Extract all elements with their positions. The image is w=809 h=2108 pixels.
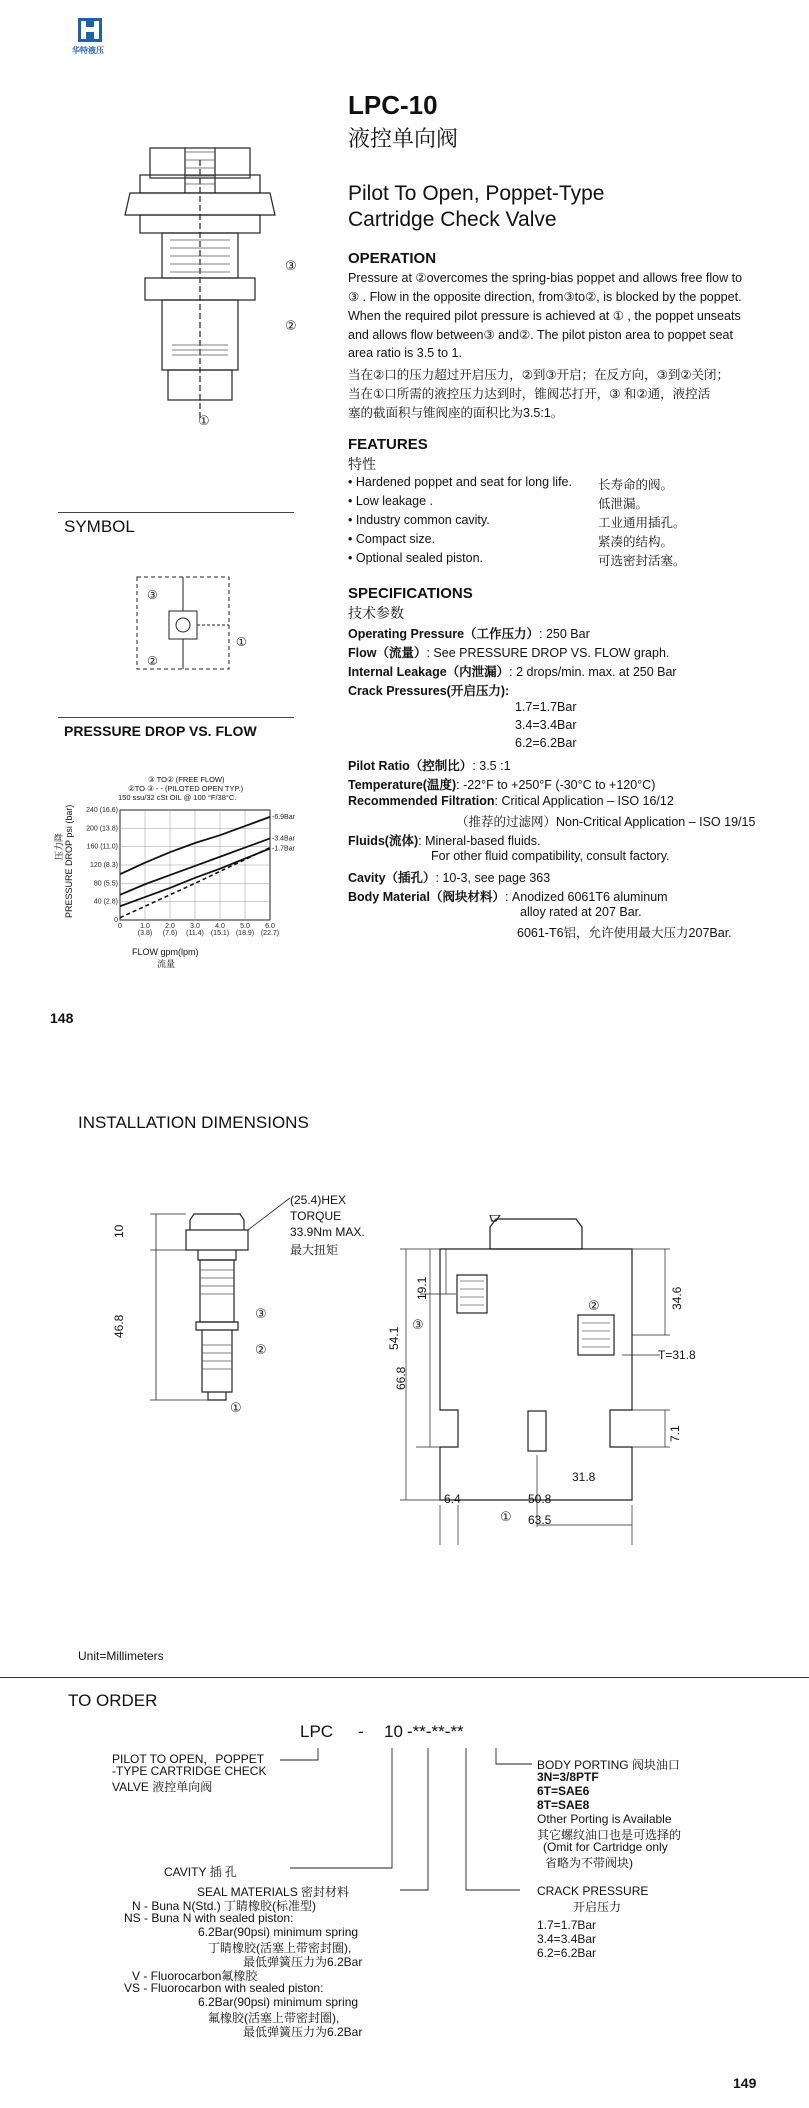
operation-line: When the required pilot pressure is achieved at ① , the poppet unseats <box>348 309 741 323</box>
dim-63-5: 63.5 <box>528 1513 552 1527</box>
title-cn: 液控单向阀 <box>348 126 459 151</box>
chart-y-tick-label: 40 (2.8) <box>93 898 118 906</box>
operation-line: Pressure at ②overcomes the spring-bias poppet and allows free flow to <box>348 271 743 285</box>
page-number-right: 149 <box>733 2075 757 2091</box>
svg-text:③: ③ <box>412 1317 424 1332</box>
feature-item-cn: 紧凑的结构。 <box>598 535 674 549</box>
dim-7-1: 7.1 <box>668 1425 682 1442</box>
order-body-line: (Omit for Cartridge only <box>543 1840 668 1854</box>
dim-50-8: 50.8 <box>528 1492 552 1506</box>
feature-item-cn: 可选密封活塞。 <box>598 554 686 568</box>
brand-logo <box>78 18 102 42</box>
operation-line: 塞的截面积与锥阀座的面积比为3.5:1。 <box>348 406 564 420</box>
graph-legend-1: ③ TO② (FREE FLOW) <box>148 775 225 784</box>
chart-x-tick-label-lpm: (3.8) <box>137 930 153 937</box>
order-crack-line: 1.7=1.7Bar <box>537 1918 597 1932</box>
feature-item: • Low leakage . <box>348 494 433 508</box>
order-seal-line: 6.2Bar(90psi) minimum spring <box>198 1995 359 2009</box>
specs-heading-cn: 技术参数 <box>348 605 404 621</box>
chart-y-tick-label: 0 <box>114 917 118 924</box>
spec-crack-label: Crack Pressures(开启压力): <box>348 684 510 698</box>
specs-heading: SPECIFICATIONS <box>348 585 473 602</box>
dim-thickness: T=31.8 <box>658 1348 696 1362</box>
page-number-left: 148 <box>50 1010 74 1026</box>
order-pilot-line: PILOT TO OPEN，POPPET <box>112 1752 265 1766</box>
order-rule <box>0 1677 809 1678</box>
spec-crack-value: 6.2=6.2Bar <box>515 736 577 750</box>
model-title: LPC-10 <box>348 90 438 120</box>
spec-pilot-ratio: Pilot Ratio（控制比）: 3.5 :1 <box>348 759 511 773</box>
feature-item: • Optional sealed piston. <box>348 551 484 565</box>
chart-series-label: -6.9Bar <box>272 813 295 821</box>
dim-31-8: 31.8 <box>572 1470 596 1484</box>
symbol-port-3: ③ <box>147 588 158 602</box>
title-en-line1: Pilot To Open, Poppet-Type <box>348 182 605 205</box>
operation-line: 当在②口的压力超过开启压力，②到③开启；在反方向，③到②关闭； <box>348 368 730 382</box>
operation-line: ③ . Flow in the opposite direction, from③to②, is blocked by the poppet. <box>348 290 742 304</box>
feature-item-cn: 工业通用插孔。 <box>598 516 686 530</box>
order-seal-line: V - Fluorocarbon氟橡胶 <box>132 1969 258 1983</box>
order-seal-line: VS - Fluorocarbon with sealed piston: <box>124 1981 324 1995</box>
order-crack-cn: 开启压力 <box>573 1900 622 1914</box>
torque-value: 33.9Nm MAX. <box>290 1225 365 1239</box>
dim-19-1: 19.1 <box>415 1276 429 1300</box>
graph-xlabel-cn: 流量 <box>157 959 176 969</box>
valve-symbol <box>135 575 265 690</box>
graph-xlabel: FLOW gpm(lpm) <box>132 947 199 957</box>
order-seal-line: 最低弹簧压力为6.2Bar <box>243 1955 363 1969</box>
installation-heading: INSTALLATION DIMENSIONS <box>78 1113 309 1132</box>
order-seal-line: 6.2Bar(90psi) minimum spring <box>198 1925 359 1939</box>
operation-line: 当在①口所需的液控压力达到时，锥阀芯打开，③ 和②通，液控活 <box>348 387 711 401</box>
order-code-lpc: LPC <box>300 1722 334 1741</box>
order-seal-line: 丁睛橡胶(活塞上带密封圈), <box>208 1941 352 1955</box>
svg-text:①: ① <box>500 1509 512 1524</box>
dim-10: 10 <box>112 1224 126 1238</box>
dim-46-8: 46.8 <box>112 1314 126 1338</box>
spec-crack-value: 3.4=3.4Bar <box>515 718 577 732</box>
graph-rule <box>58 717 294 718</box>
cartridge-cross-section <box>110 140 310 430</box>
order-code-dash: - <box>358 1722 364 1741</box>
order-body-line: 8T=SAE8 <box>537 1798 590 1812</box>
operation-line: area ratio is 3.5 to 1. <box>348 346 462 360</box>
order-body-heading: BODY PORTING 阀块油口 <box>537 1758 680 1772</box>
chart-y-tick-label: 160 (11.0) <box>86 843 118 851</box>
operation-heading: OPERATION <box>348 250 437 267</box>
chart-series-label: -3.4Bar <box>272 835 295 843</box>
spec-operating-pressure: Operating Pressure（工作压力）: 250 Bar <box>348 627 590 641</box>
operation-line: and allows flow between③ and②. The pilot piston area to poppet seat <box>348 328 733 342</box>
chart-x-tick-label-lpm: (7.6) <box>162 930 178 937</box>
chart-x-tick-label: 6.0 <box>265 923 275 930</box>
chart-y-tick-label: 240 (16.6) <box>86 807 118 814</box>
graph-legend-3: 150 ssu/32 cSt OIL @ 100 °F/38°C. <box>118 793 237 802</box>
order-body-line: 6T=SAE6 <box>537 1784 590 1798</box>
order-body-line: 3N=3/8PTF <box>537 1770 599 1784</box>
unit-note: Unit=Millimeters <box>78 1649 164 1663</box>
feature-item: • Industry common cavity. <box>348 513 490 527</box>
order-seal-line: NS - Buna N with sealed piston: <box>124 1911 294 1925</box>
chart-series-label: -1.7Bar <box>272 845 295 853</box>
chart-x-tick-label: 3.0 <box>190 923 200 930</box>
order-cavity: CAVITY 插 孔 <box>164 1865 237 1879</box>
chart-x-tick-label: 1.0 <box>140 923 150 930</box>
spec-filtration-line2: （推荐的过滤网）Non-Critical Application – ISO 19/15 <box>456 815 756 829</box>
order-heading: TO ORDER <box>68 1691 158 1710</box>
order-body-line: 其它螺纹油口也是可选择的 <box>537 1828 682 1842</box>
order-crack-heading: CRACK PRESSURE <box>537 1884 649 1898</box>
symbol-rule <box>58 512 294 513</box>
svg-text:③: ③ <box>255 1306 267 1321</box>
order-body-line: Other Porting is Available <box>537 1812 672 1826</box>
dim-34-6: 34.6 <box>670 1286 684 1310</box>
chart-x-tick-label-lpm: (11.4) <box>186 930 204 937</box>
port-1-callout: ① <box>198 413 210 428</box>
order-body-line: 省略为不带阀块) <box>545 1856 633 1870</box>
graph-ylabel-cn: 压力降 <box>54 832 64 860</box>
feature-item: • Hardened poppet and seat for long life. <box>348 475 572 489</box>
chart-x-tick-label-lpm: (22.7) <box>260 930 280 937</box>
svg-text:②: ② <box>255 1342 267 1357</box>
chart-x-tick-label: 0 <box>118 923 122 930</box>
feature-item: • Compact size. <box>348 532 436 546</box>
spec-filtration: Recommended Filtration: Critical Application – ISO 16/12 <box>348 794 674 808</box>
svg-text:①: ① <box>230 1400 242 1415</box>
graph-heading: PRESSURE DROP VS. FLOW <box>64 723 257 739</box>
chart-x-tick-label: 4.0 <box>215 923 225 930</box>
spec-fluids-line2: For other fluid compatibility, consult factory. <box>431 849 670 863</box>
chart-y-tick-label: 80 (5.5) <box>93 880 118 888</box>
hex-size: (25.4)HEX <box>290 1193 347 1207</box>
chart-x-tick-label: 5.0 <box>240 923 250 930</box>
feature-item-cn: 低泄漏。 <box>598 497 649 511</box>
brand-logo-icon <box>78 18 102 42</box>
order-seal-heading: SEAL MATERIALS 密封材料 <box>197 1885 350 1899</box>
chart-x-tick-label-lpm: (18.9) <box>235 930 255 937</box>
dim-6-4: 6.4 <box>444 1492 461 1506</box>
cartridge-outline <box>130 1190 290 1430</box>
features-heading-cn: 特性 <box>348 456 376 472</box>
order-seal-line: 氟橡胶(活塞上带密封圈), <box>208 2011 340 2025</box>
spec-crack-value: 1.7=1.7Bar <box>515 700 577 714</box>
spec-fluids: Fluids(流体): Mineral-based fluids. <box>348 834 541 848</box>
title-en-line2: Cartridge Check Valve <box>348 208 557 231</box>
features-heading: FEATURES <box>348 436 428 453</box>
order-pilot-line: VALVE 液控单向阀 <box>112 1780 213 1794</box>
chart-y-tick-label: 120 (8.3) <box>89 862 118 869</box>
port-2-callout: ② <box>285 318 297 333</box>
graph-ylabel: PRESSURE DROP psi (bar) <box>64 804 74 918</box>
svg-text:②: ② <box>588 1298 600 1313</box>
order-seal-line: 最低弹簧压力为6.2Bar <box>243 2025 363 2039</box>
dim-54-1: 54.1 <box>387 1326 401 1350</box>
spec-body-line2: alloy rated at 207 Bar. <box>520 905 642 919</box>
spec-cavity: Cavity（插孔）: 10-3, see page 363 <box>348 871 551 885</box>
order-pilot-line: -TYPE CARTRIDGE CHECK <box>112 1764 267 1778</box>
order-code-cavity: 10 <box>384 1722 403 1741</box>
order-seal-line: N - Buna N(Std.) 丁睛橡胶(标准型) <box>132 1899 317 1913</box>
spec-flow: Flow（流量）: See PRESSURE DROP VS. FLOW graph. <box>348 646 670 660</box>
chart-x-tick-label-lpm: (15.1) <box>210 930 230 937</box>
feature-item-cn: 长寿命的阀。 <box>598 478 674 492</box>
spec-leakage: Internal Leakage（内泄漏）: 2 drops/min. max. at 250 Bar <box>348 665 677 679</box>
symbol-heading: SYMBOL <box>64 517 135 536</box>
dim-66-8: 66.8 <box>394 1366 408 1390</box>
symbol-port-1: ① <box>236 635 247 649</box>
chart-x-tick-label: 2.0 <box>165 923 175 930</box>
port-3-callout: ③ <box>285 258 297 273</box>
spec-body-line3: 6061-T6铝，允许使用最大压力207Bar. <box>517 926 732 940</box>
pressure-drop-chart <box>78 800 303 940</box>
spec-body-material: Body Material（阀块材料）: Anodized 6061T6 aluminum <box>348 890 668 904</box>
order-code-options: -**-**-** <box>407 1722 464 1741</box>
symbol-port-2: ② <box>147 654 158 668</box>
graph-legend-2: ②TO ③ - - (PILOTED OPEN TYP.) <box>128 784 244 793</box>
torque-label: TORQUE <box>290 1209 342 1223</box>
order-crack-line: 6.2=6.2Bar <box>537 1946 597 1960</box>
brand-name: 华特液压 <box>72 46 104 55</box>
order-crack-line: 3.4=3.4Bar <box>537 1932 597 1946</box>
chart-y-tick-label: 200 (13.8) <box>86 825 118 833</box>
spec-temperature: Temperature(温度): -22°F to +250°F (-30°C to +120°C) <box>348 778 656 792</box>
torque-cn: 最大扭矩 <box>290 1243 339 1257</box>
